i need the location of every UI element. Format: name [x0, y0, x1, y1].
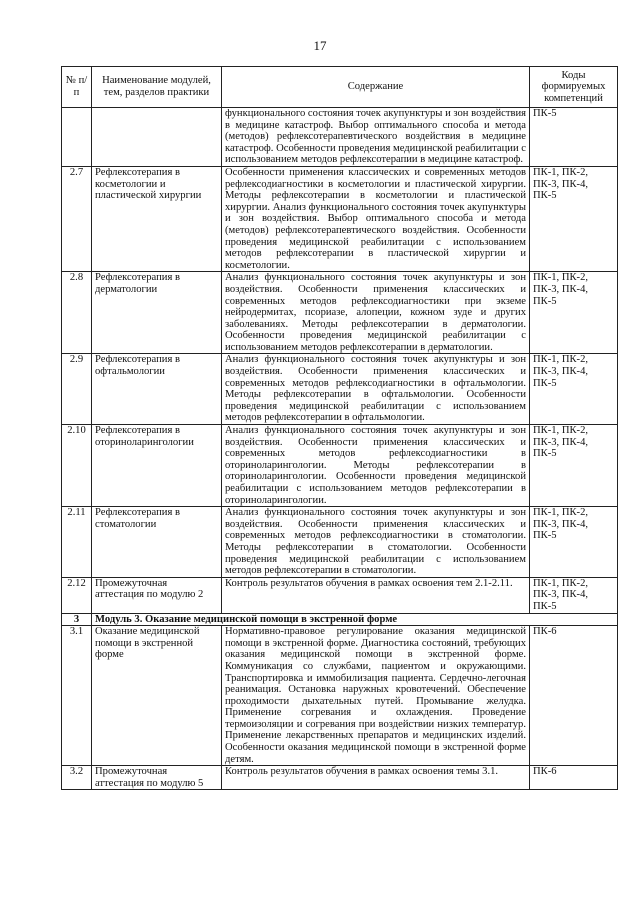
table-row — [62, 272, 618, 354]
row-content: Контроль результатов обучения в рамках освоения темы 3.1. — [222, 766, 530, 790]
row-codes: ПК-1, ПК-2, ПК-3, ПК-4, ПК-5 — [530, 577, 618, 613]
row-name: Рефлексотерапия в оториноларингологии — [92, 425, 222, 507]
row-content: функционального состояния точек акупунктуры и зон воздействия в медицине катастроф. Выбор оптимального способа и метода (методов) рефлексотерапевтического воздействия в медицине катастроф. Особенности проведения медицинской реабилитации с использованием методов рефлексотерапии в медицине катастроф. — [222, 108, 530, 167]
row-content: Анализ функционального состояния точек акупунктуры и зон воздействия. Особенности применения классических и современных методов рефлексодиагностики в стоматологии. Методы рефлексотерапии в стоматологии. Особенности проведения медицинской реабилитации с использованием методов рефлексотерапии в стоматологии. — [222, 507, 530, 578]
row-name: Рефлексотерапия в дерматологии — [92, 272, 222, 354]
table-row — [62, 577, 618, 613]
table-row — [62, 354, 618, 425]
row-name: Рефлексотерапия в косметологии и пластической хирургии — [92, 166, 222, 271]
row-codes: ПК-5 — [530, 108, 618, 167]
row-content: Контроль результатов обучения в рамках освоения тем 2.1-2.11. — [222, 577, 530, 613]
module-header-row — [62, 613, 618, 626]
page-number: 17 — [313, 38, 327, 53]
row-codes: ПК-1, ПК-2, ПК-3, ПК-4, ПК-5 — [530, 354, 618, 425]
row-name: Промежуточная аттестация по модулю 2 — [92, 577, 222, 613]
table-row — [62, 626, 618, 766]
row-num: 2.12 — [62, 577, 92, 613]
row-codes: ПК-1, ПК-2, ПК-3, ПК-4, ПК-5 — [530, 425, 618, 507]
row-content: Нормативно-правовое регулирование оказания медицинской помощи в экстренной форме. Диагностика состояний, требующих оказания медицинской помощи в экстренной форме. Коммуникация со службами, пациентом и окружающими. Транспортировка и иммобилизация пациента. Сердечно-легочная реанимация. Остановка наружных кровотечений. Обеспечение проходимости дыхательных путей. Промывание желудка. Применение согревания и охлаждения. Проведение термоизоляции и согревания при воздействии низких температур. Применение лекарственных препаратов и медицинских изделий. Особенности оказания медицинской помощи в экстренной форме детям. — [222, 626, 530, 766]
row-num: 3.1 — [62, 626, 92, 766]
row-content: Анализ функционального состояния точек акупунктуры и зон воздействия. Особенности применения классических и современных методов рефлексодиагностики в офтальмологии. Методы рефлексотерапии в офтальмологии. Особенности проведения медицинской реабилитации с использованием методов рефлексотерапии в офтальмологии. — [222, 354, 530, 425]
row-codes: ПК-1, ПК-2, ПК-3, ПК-4, ПК-5 — [530, 507, 618, 578]
header-num: № п/п — [62, 67, 92, 108]
row-content: Анализ функционального состояния точек акупунктуры и зон воздействия. Особенности применения классических и современных методов рефлексодиагностики в оториноларингологии. Методы рефлексотерапии в оториноларингологии. Особенности проведения медицинской реабилитации с использованием методов рефлексотерапии в оториноларингологии. — [222, 425, 530, 507]
row-name: Рефлексотерапия в офтальмологии — [92, 354, 222, 425]
row-codes: ПК-6 — [530, 626, 618, 766]
row-codes: ПК-6 — [530, 766, 618, 790]
module-num: 3 — [62, 613, 92, 626]
table-header — [62, 67, 618, 108]
header-content: Содержание — [222, 67, 530, 108]
row-codes: ПК-1, ПК-2, ПК-3, ПК-4, ПК-5 — [530, 166, 618, 271]
header-name: Наименование модулей, тем, разделов практики — [92, 67, 222, 108]
table-row — [62, 425, 618, 507]
row-name: Промежуточная аттестация по модулю 5 — [92, 766, 222, 790]
row-codes: ПК-1, ПК-2, ПК-3, ПК-4, ПК-5 — [530, 272, 618, 354]
row-num: 2.7 — [62, 166, 92, 271]
table-row — [62, 108, 618, 167]
table-row — [62, 766, 618, 790]
row-num: 3.2 — [62, 766, 92, 790]
row-content: Особенности применения классических и современных методов рефлексодиагностики в косметологии и пластической хирургии. Методы рефлексотерапии в косметологии и пластической хирургии. Анализ функционального состояния точек акупунктуры и зон воздействия. Выбор оптимального способа и метода (методов) рефлексотерапевтического воздействия. Особенности проведения медицинской реабилитации с использованием методов рефлексотерапии в пластической хирургии и косметологии. — [222, 166, 530, 271]
table-row — [62, 166, 618, 271]
curriculum-table — [61, 66, 618, 790]
row-num: 2.10 — [62, 425, 92, 507]
row-num — [62, 108, 92, 167]
row-num: 2.11 — [62, 507, 92, 578]
row-num: 2.8 — [62, 272, 92, 354]
row-name — [92, 108, 222, 167]
row-num: 2.9 — [62, 354, 92, 425]
table-row — [62, 507, 618, 578]
row-name: Оказание медицинской помощи в экстренной форме — [92, 626, 222, 766]
row-content: Анализ функционального состояния точек акупунктуры и зон воздействия. Особенности применения классических и современных методов рефлексодиагностики при экземе нейродермитах, псориазе, алопеции, кожном зуде и других заболеваниях. Методы рефлексотерапии в дерматологии. Особенности проведения медицинской реабилитации с использованием методов рефлексотерапии в дерматологии. — [222, 272, 530, 354]
module-title: Модуль 3. Оказание медицинской помощи в экстренной форме — [92, 613, 618, 626]
header-codes: Коды формируемых компетенций — [530, 67, 618, 108]
row-name: Рефлексотерапия в стоматологии — [92, 507, 222, 578]
